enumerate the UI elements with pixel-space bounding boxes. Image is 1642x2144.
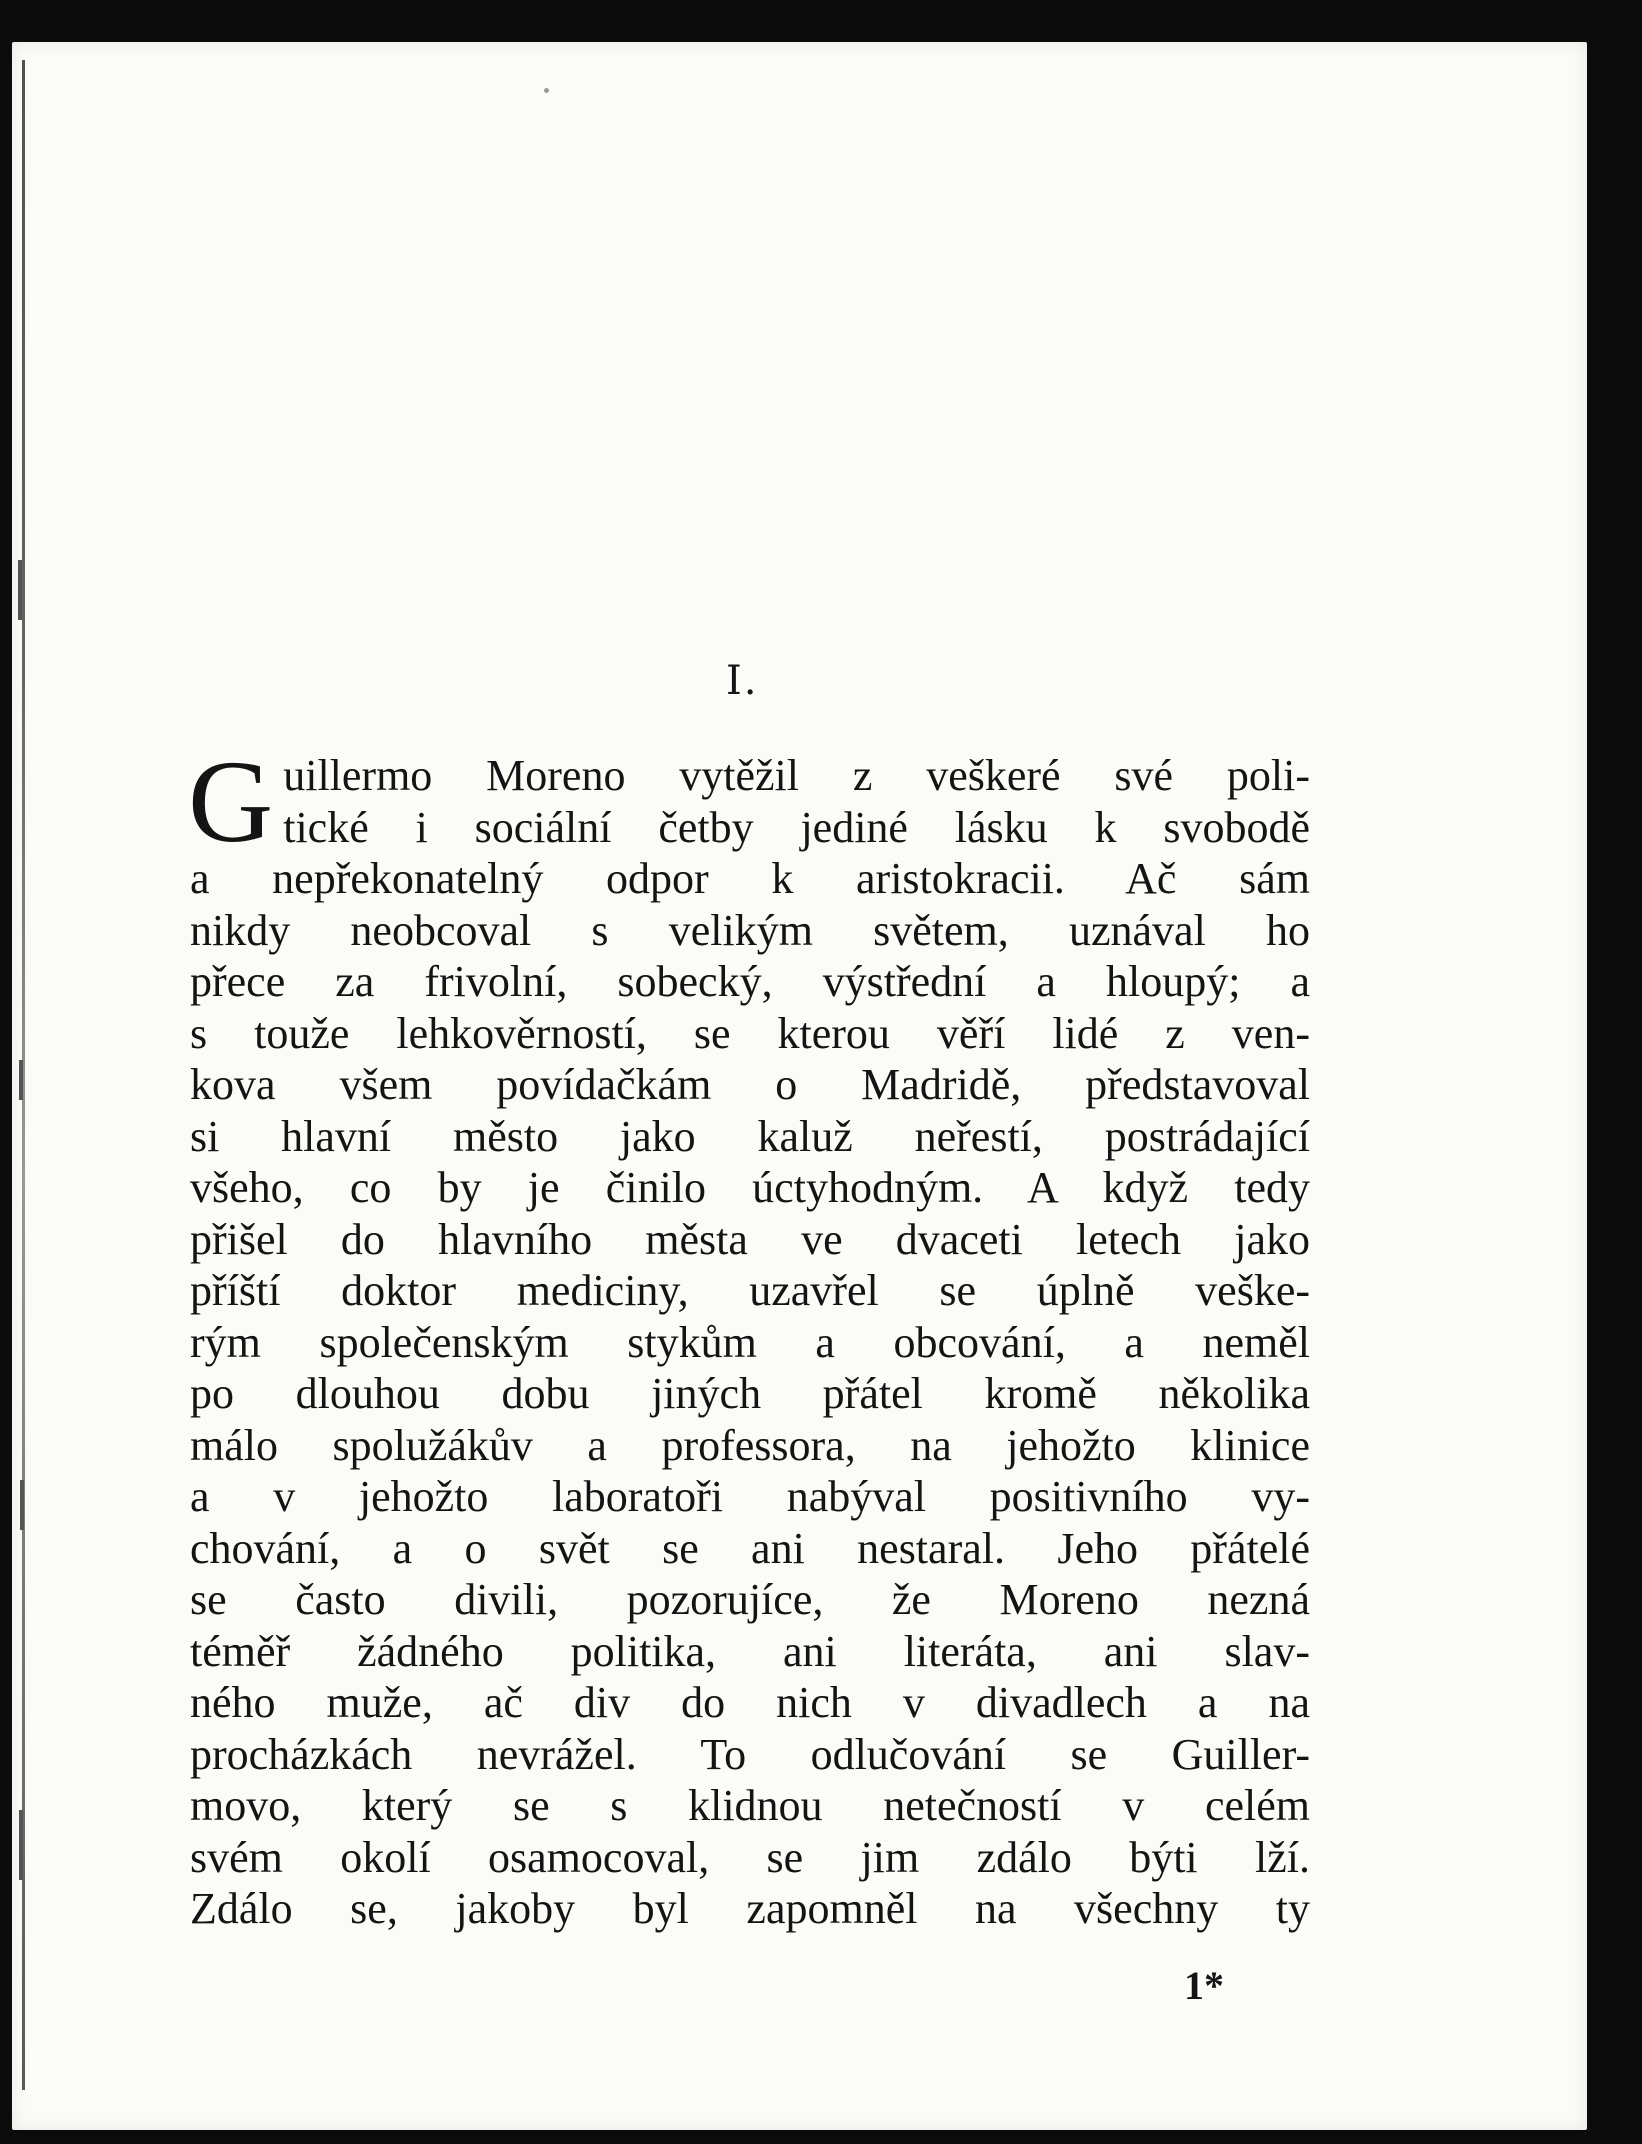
text-line: Zdálo se, jakoby byl zapomněl na všechny ty [190, 1884, 1310, 1933]
text-line: kova všem povídačkám o Madridě, představoval [190, 1060, 1310, 1109]
gutter-mark [19, 1060, 23, 1100]
text-line: málo spolužákův a professora, na jehožto klinice [190, 1420, 1310, 1470]
book-page [12, 42, 1587, 2130]
text-line: a v jehožto laboratoři nabýval positivního vy- [190, 1472, 1310, 1521]
text-line: téměř žádného politika, ani literáta, ani slav- [190, 1626, 1310, 1676]
text-line: a nepřekonatelný odpor k aristokracii. Ač sám [190, 854, 1310, 903]
gutter-mark [19, 1810, 23, 1880]
text-line: se často divili, pozorujíce, že Moreno nezná [190, 1575, 1310, 1624]
gutter-mark [18, 560, 22, 620]
text-line: procházkách nevrážel. To odlučování se Guiller- [190, 1729, 1310, 1779]
text-line: s touže lehkověrností, se kterou věří lidé z ven- [190, 1008, 1310, 1058]
text-line: přišel do hlavního města ve dvaceti letech jako [190, 1214, 1310, 1264]
text-line: uillermo Moreno vytěžil z veškeré své poli- [283, 751, 1310, 800]
text-line: příští doktor mediciny, uzavřel se úplně veške- [190, 1266, 1310, 1315]
signature-mark: 1* [1184, 1963, 1224, 2008]
scan-speck [544, 88, 549, 93]
text-line: svém okolí osamocoval, se jim zdálo býti lží. [190, 1832, 1310, 1882]
text-line: movo, který se s klidnou netečností v celém [190, 1781, 1310, 1830]
text-line: přece za frivolní, sobecký, výstřední a hloupý; a [190, 957, 1310, 1006]
text-line: si hlavní město jako kaluž neřestí, postrádající [190, 1111, 1310, 1161]
gutter-mark [20, 1480, 24, 1530]
body-text [188, 736, 1310, 1935]
text-line: po dlouhou dobu jiných přátel kromě několika [190, 1369, 1310, 1418]
text-line: chování, a o svět se ani nestaral. Jeho přátelé [190, 1523, 1310, 1573]
text-line: všeho, co by je činilo úctyhodným. A když tedy [190, 1163, 1310, 1212]
chapter-numeral: I. [726, 658, 759, 704]
text-line: nikdy neobcoval s velikým světem, uznával ho [190, 905, 1310, 955]
text-line: rým společenským stykům a obcování, a neměl [190, 1317, 1310, 1367]
drop-cap: G [188, 736, 274, 867]
text-line: tické i sociální četby jediné lásku k svobodě [283, 802, 1310, 852]
text-line: ného muže, ač div do nich v divadlech a na [190, 1678, 1310, 1727]
